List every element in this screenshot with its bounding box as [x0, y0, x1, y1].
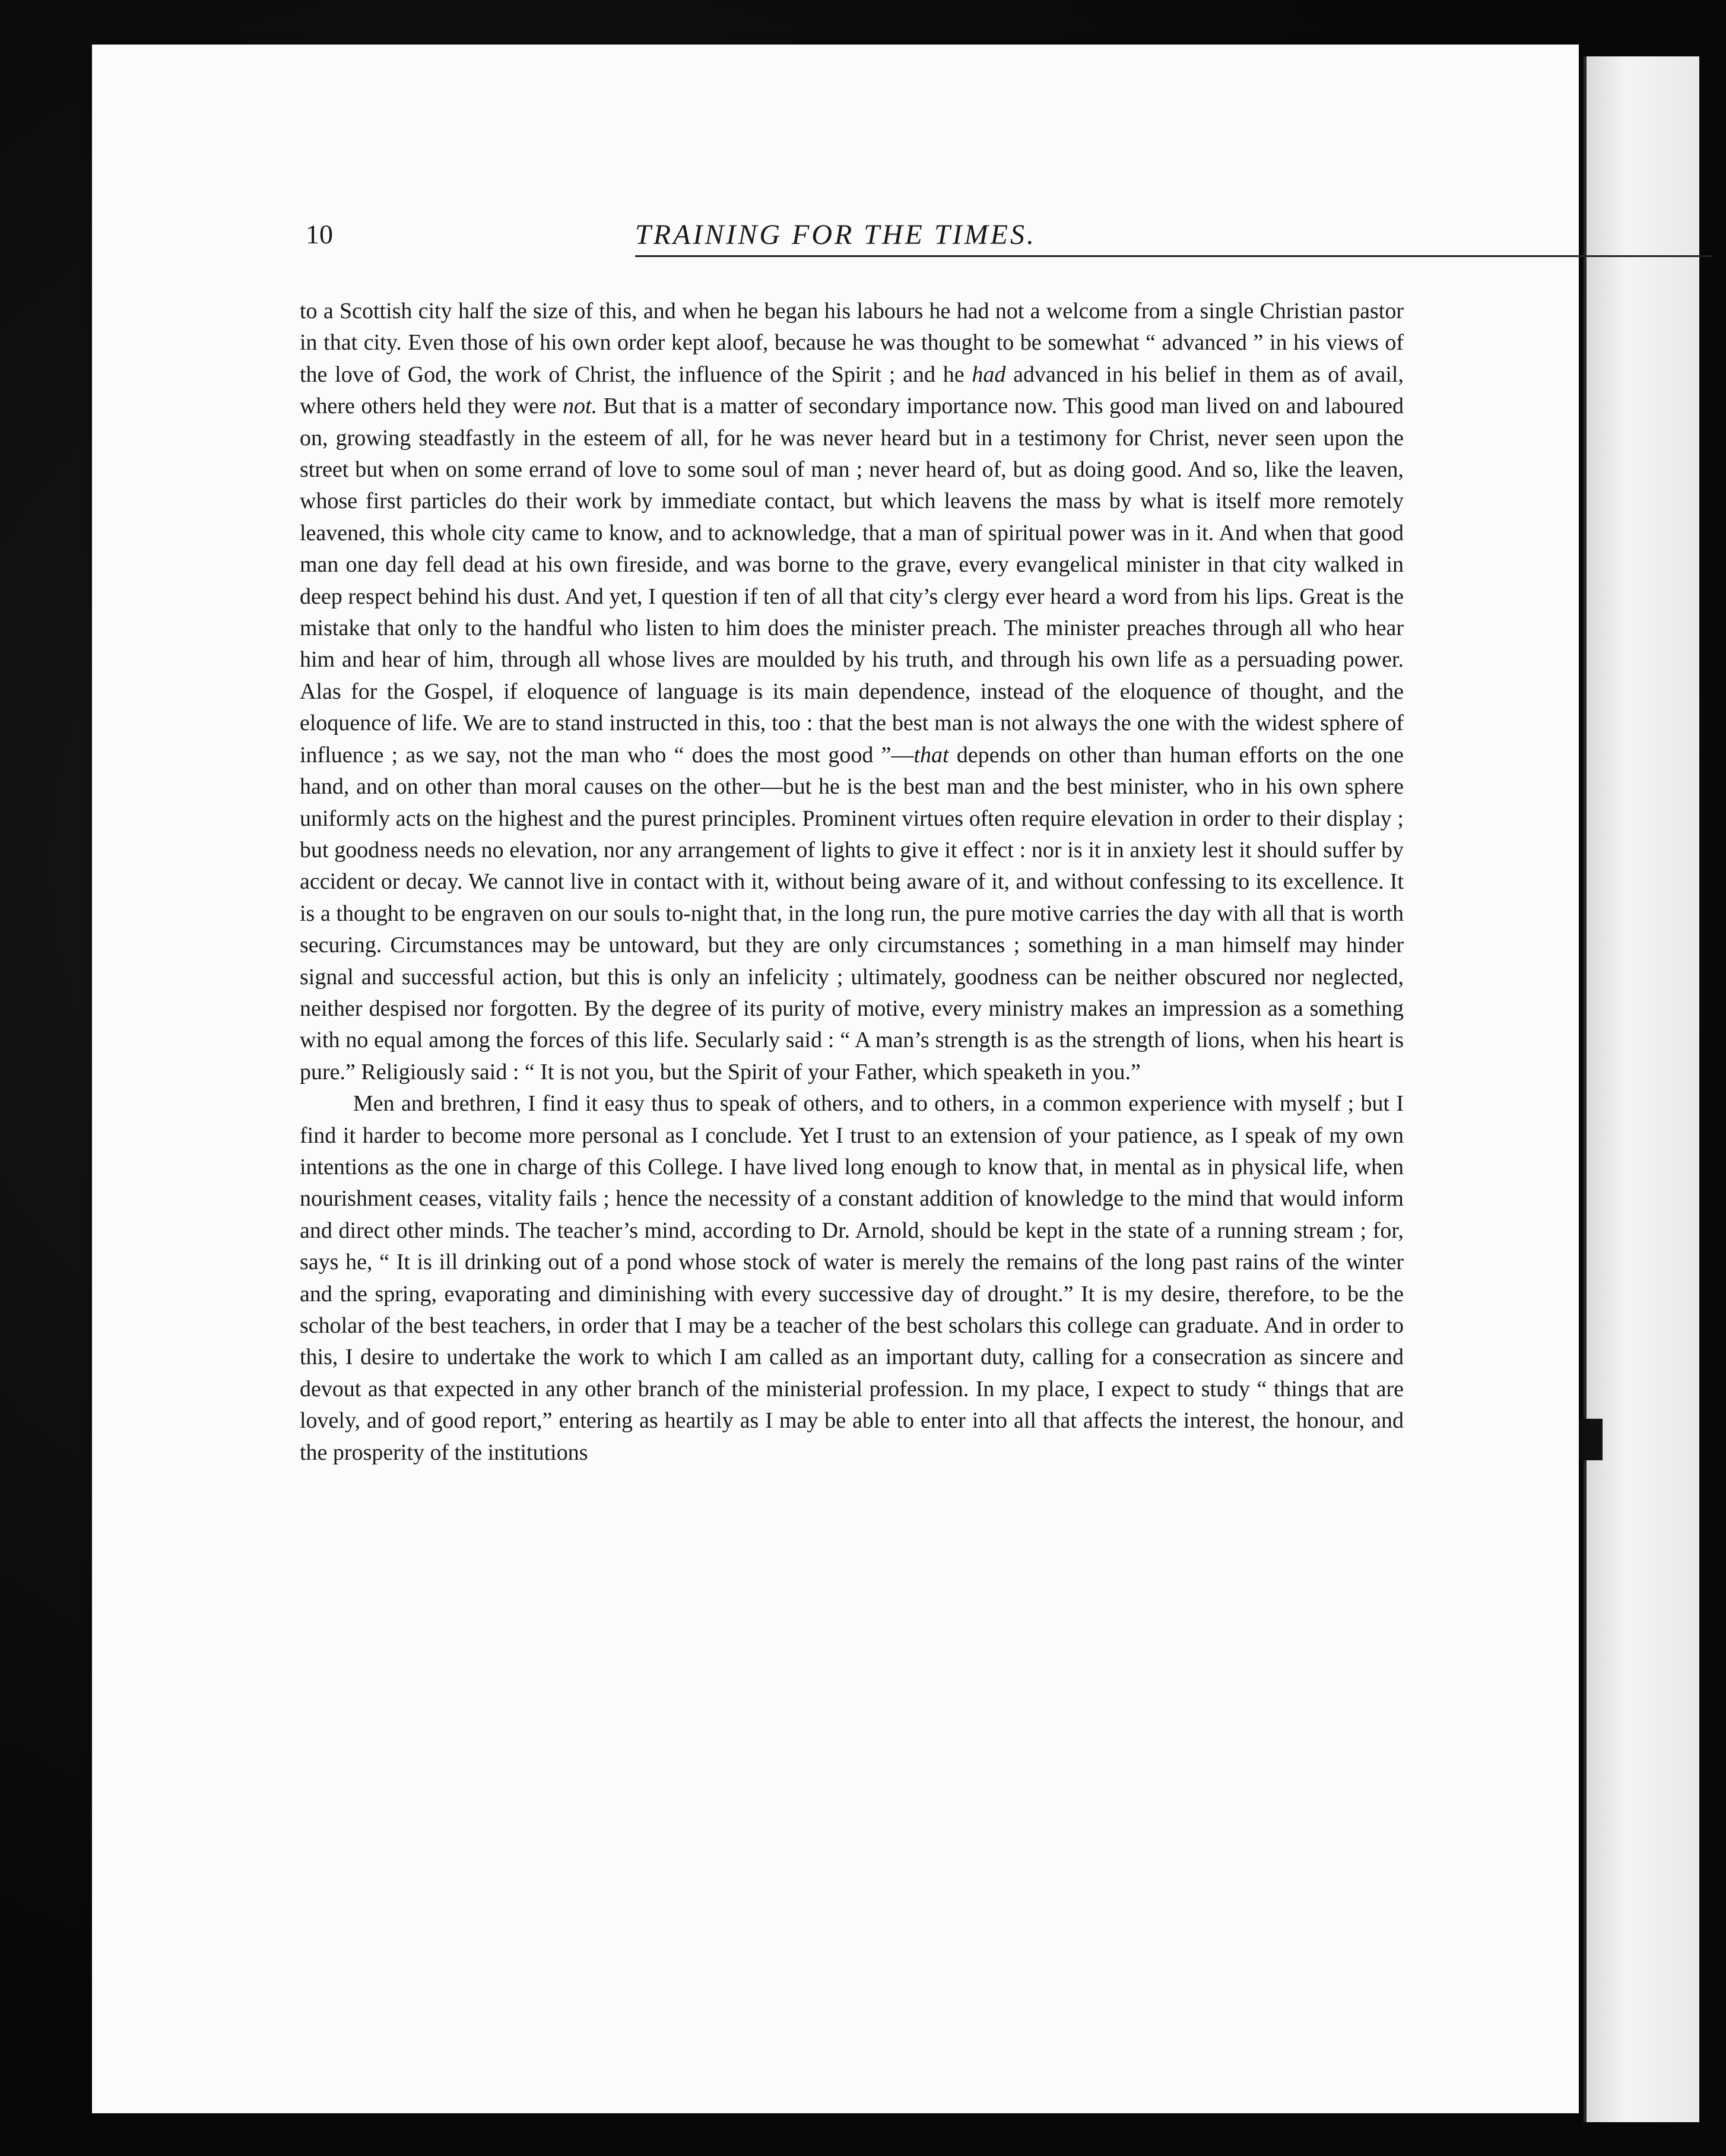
running-title: TRAINING FOR THE TIMES. — [635, 219, 1036, 251]
page-number: 10 — [306, 219, 333, 249]
paragraph: Men and brethren, I find it easy thus to speak of others, and to others, in a common experience with myself ; but I find it harder to become more personal as I conclude. Yet I trust to an extension of your patience, as I speak of my own intentions as the one in charge of this College. I have lived long enough to know that, in mental as in physical life, when nourishment ceases, vitality fails ; hence the necessity of a constant addition of knowledge to the mind that would inform and direct other minds. The teacher’s mind, according to Dr. Arnold, should be kept in the state of a running stream ; for, says he, “ It is ill drinking out of a pond whose stock of water is merely the remains of the long past rains of the winter and the spring, evaporating and diminishing with every successive day of drought.” It is my desire, therefore, to be the scholar of the best teachers, in order that I may be a teacher of the best scholars this college can graduate. And in order to this, I desire to undertake the work to which I am called as an important duty, calling for a consecration as sincere and devout as that expected in any other branch of the ministerial profession. In my place, I expect to study “ things that are lovely, and of good report,” entering as heartily as I may be able to enter into all that affects the interest, the honour, and the prosperity of the institutions — [300, 1091, 1404, 1465]
adjacent-page-edge — [1584, 56, 1699, 2122]
page-header — [306, 218, 1404, 260]
header-rule — [635, 255, 1712, 257]
body-text — [300, 296, 1404, 1827]
paragraph-continued: to a Scottish city half the size of this, and when he began his labours he had not a welcome from a single Christian pastor in that city. Even those of his own order kept aloof, because he was thought to be somewhat “ advanced ” in his views of the love of God, the work of Christ, the influence of the Spirit ; and he had advanced in his belief in them as of avail, where others held they were not. But that is a matter of secondary importance now. This good man lived on and laboured on, growing steadfastly in the esteem of all, for he was never heard but in a testimony for Christ, never seen upon the street but when on some errand of love to some soul of man ; never heard of, but as doing good. And so, like the leaven, whose first particles do their work by immediate contact, but which leavens the mass by what is itself more remotely leavened, this whole city came to know, and to acknowledge, that a man of spiritual power was in it. And when that good man one day fell dead at his own fireside, and was borne to the grave, every evangelical minister in that city walked in deep respect behind his dust. And yet, I question if ten of all that city’s clergy ever heard a word from his lips. Great is the mistake that only to the handful who listen to him does the minister preach. The minister preaches through all who hear him and hear of him, through all whose lives are moulded by his truth, and through his own life as a persuading power. Alas for the Gospel, if eloquence of language is its main dependence, instead of the eloquence of thought, and the eloquence of life. We are to stand instructed in this, too : that the best man is not always the one with the widest sphere of influence ; as we say, not the man who “ does the most good ”—that depends on other than human efforts on the one hand, and on other than moral causes on the other—but he is the best man and the best minister, who in his own sphere uniformly acts on the highest and the purest principles. Prominent virtues often require elevation in order to their display ; but goodness needs no elevation, nor any arrangement of lights to give it effect : nor is it in anxiety lest it should suffer by accident or decay. We cannot live in contact with it, without being aware of it, and without confessing to its excellence. It is a thought to be engraven on our souls to-night that, in the long run, the pure motive carries the day with all that is worth securing. Circumstances may be untoward, but they are only circumstances ; something in a man himself may hinder signal and successful action, but this is only an infelicity ; ultimately, goodness can be neither obscured nor neglected, neither despised nor forgotten. By the degree of its purity of motive, every ministry makes an impression as a something with no equal among the forces of this life. Secularly said : “ A man’s strength is as the strength of lions, when his heart is pure.” Religiously said : “ It is not you, but the Spirit of your Father, which speaketh in you.” — [300, 299, 1404, 1085]
